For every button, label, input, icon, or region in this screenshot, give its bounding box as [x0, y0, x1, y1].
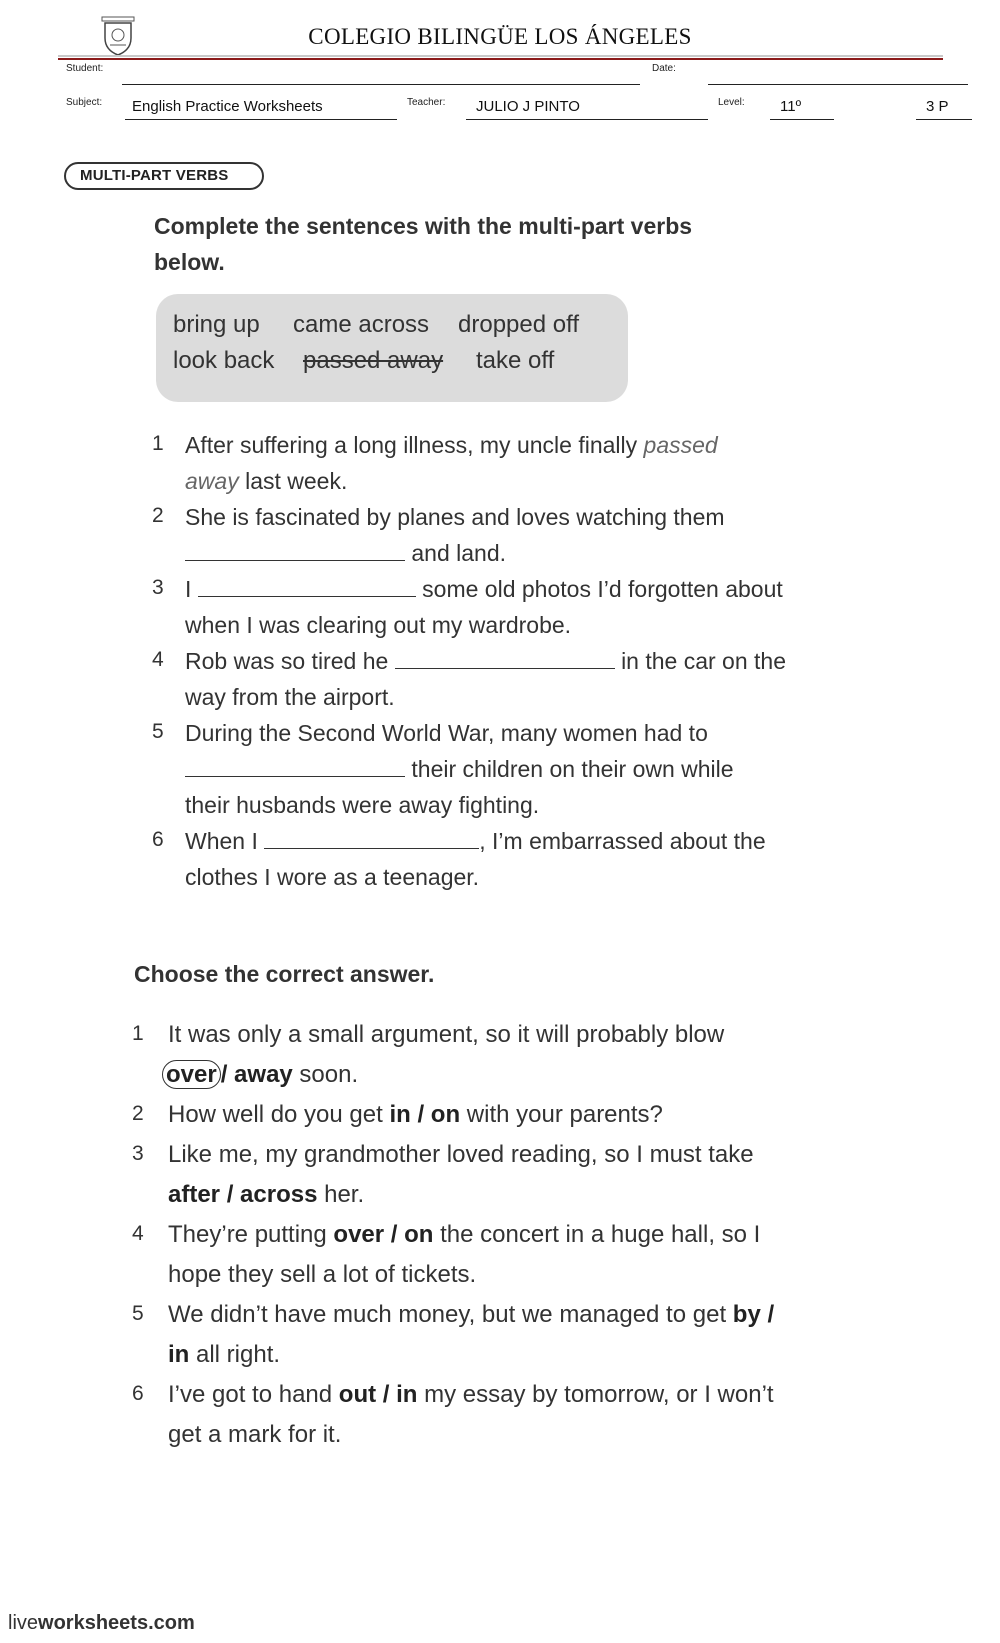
sentence-line: when I was clearing out my wardrobe.	[185, 612, 572, 638]
word-bank-item: take off	[476, 347, 555, 374]
school-name: COLEGIO BILINGÜE LOS ÁNGELES	[308, 24, 692, 49]
answer-blank[interactable]	[395, 646, 615, 669]
option-selected[interactable]: over	[162, 1060, 221, 1089]
option[interactable]: by	[732, 1301, 761, 1328]
sentence-line: She is fascinated by planes and loves watching them	[185, 504, 725, 530]
sentence-line: We didn’t have much money, but we managed to get by /	[168, 1301, 775, 1328]
word-bank-item: dropped off	[458, 311, 579, 338]
item-number: 2	[152, 504, 164, 527]
teacher-field	[466, 119, 708, 120]
sentence-line: Like me, my grandmother loved reading, so I must take	[168, 1141, 754, 1168]
option[interactable]: out	[338, 1381, 377, 1408]
section-badge: MULTI-PART VERBS	[64, 162, 264, 190]
level-label: Level:	[718, 97, 745, 108]
item-number: 2	[132, 1102, 144, 1125]
sentence-line: Rob was so tired he in the car on the	[185, 648, 787, 674]
level-value: 11º	[780, 98, 802, 115]
subject-value: English Practice Worksheets	[132, 98, 323, 115]
subject-field	[125, 119, 397, 120]
item-number: 6	[132, 1382, 144, 1405]
example-answer: away	[185, 468, 239, 494]
answer-blank[interactable]	[185, 754, 405, 777]
sentence-line: When I , I’m embarrassed about the	[185, 828, 766, 854]
option[interactable]: in	[168, 1341, 190, 1368]
group-value: 3 P	[926, 98, 949, 115]
item-number: 1	[132, 1022, 144, 1045]
option[interactable]: in	[389, 1101, 411, 1128]
item-number: 4	[152, 648, 164, 671]
subject-label: Subject:	[66, 97, 103, 108]
option[interactable]: away	[234, 1061, 293, 1088]
teacher-value: JULIO J PINTO	[476, 98, 580, 115]
option[interactable]: in	[396, 1381, 418, 1408]
sentence-line: After suffering a long illness, my uncle finally passed	[185, 432, 718, 458]
item-number: 6	[152, 828, 164, 851]
word-bank-item: look back	[173, 347, 275, 374]
header-rule-grey	[58, 55, 943, 57]
sentence-line: their husbands were away fighting.	[185, 792, 540, 818]
sentence-line: They’re putting over / on the concert in a huge hall, so I	[168, 1221, 761, 1248]
instruction-2: Choose the correct answer.	[134, 961, 435, 987]
item-number: 3	[132, 1142, 144, 1165]
student-label: Student:	[66, 63, 104, 74]
sentence-line: get a mark for it.	[168, 1421, 342, 1448]
sentence-line: hope they sell a lot of tickets.	[168, 1261, 477, 1288]
footer-brand: liveworksheets.com	[8, 1612, 195, 1634]
sentence-line: their children on their own while	[185, 754, 734, 784]
sentence-line: How well do you get in / on with your parents?	[168, 1101, 663, 1128]
teacher-label: Teacher:	[407, 97, 446, 108]
option[interactable]: over	[333, 1221, 385, 1248]
date-field[interactable]	[708, 84, 968, 85]
answer-blank[interactable]	[185, 538, 405, 561]
sentence-line: clothes I wore as a teenager.	[185, 864, 480, 890]
sentence-line: after / across her.	[168, 1181, 365, 1208]
sentence-line: I’ve got to hand out / in my essay by tomorrow, or I won’t	[168, 1381, 774, 1408]
answer-blank[interactable]	[264, 826, 479, 849]
item-number: 3	[152, 576, 164, 599]
item-number: 1	[152, 432, 164, 455]
group-field	[916, 119, 972, 120]
item-number: 5	[132, 1302, 144, 1325]
instruction-1-line-1: Complete the sentences with the multi-part verbs	[154, 213, 693, 239]
header-rule-red	[58, 58, 943, 60]
sentence-line: in all right.	[168, 1341, 281, 1368]
word-bank-item: came across	[293, 311, 430, 338]
student-field[interactable]	[122, 84, 640, 85]
option[interactable]: after	[168, 1181, 221, 1208]
option[interactable]: on	[404, 1221, 434, 1248]
option[interactable]: across	[240, 1181, 318, 1208]
item-number: 5	[152, 720, 164, 743]
sentence-line: away last week.	[185, 468, 348, 494]
word-bank-item: bring up	[173, 311, 260, 338]
sentence-line: It was only a small argument, so it will probably blow	[168, 1021, 725, 1048]
sentence-line: During the Second World War, many women had to	[185, 720, 708, 746]
level-field	[770, 119, 834, 120]
word-bank-item-used: passed away	[303, 347, 444, 374]
sentence-line: I some old photos I’d forgotten about	[185, 576, 783, 602]
sentence-line: way from the airport.	[185, 684, 395, 710]
example-answer: passed	[643, 432, 718, 458]
instruction-1-line-2: below.	[154, 249, 225, 275]
item-number: 4	[132, 1222, 144, 1245]
option[interactable]: on	[430, 1101, 461, 1128]
date-label: Date:	[652, 63, 676, 74]
answer-blank[interactable]	[198, 574, 416, 597]
sentence-line: and land.	[185, 538, 506, 568]
sentence-line: over / away soon.	[162, 1060, 358, 1090]
